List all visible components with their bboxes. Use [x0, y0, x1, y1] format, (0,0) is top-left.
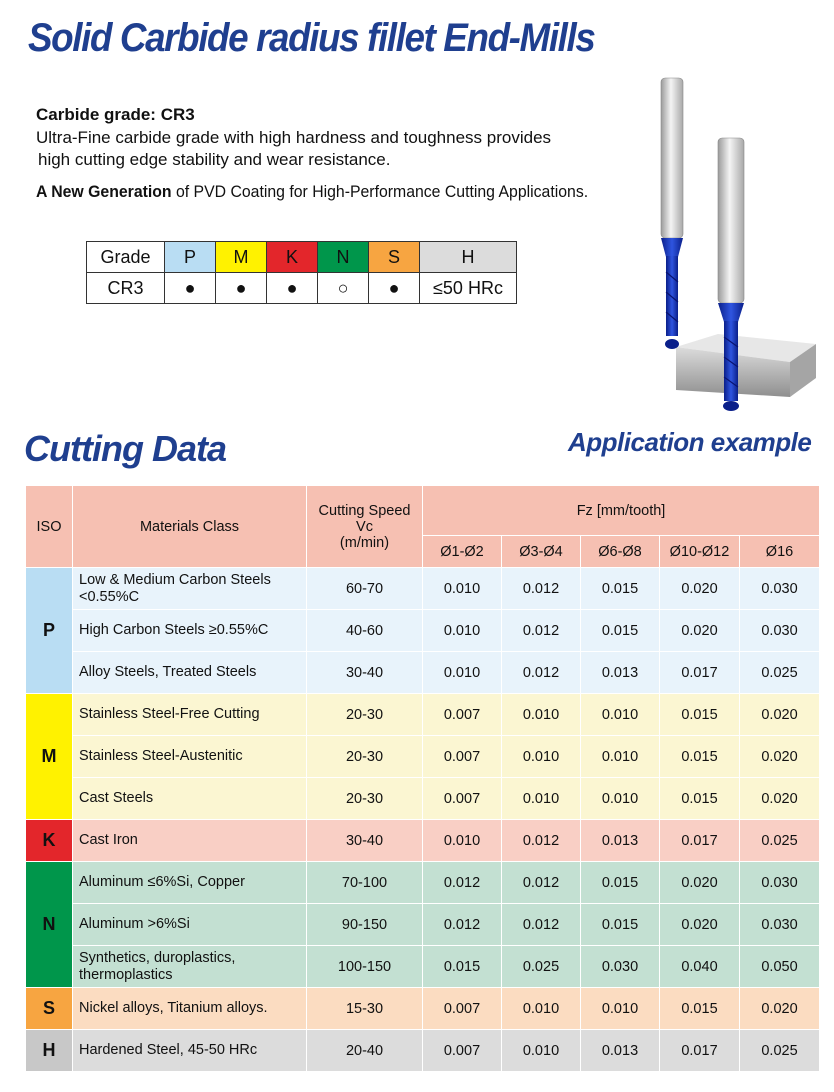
- table-row: [26, 904, 820, 946]
- table-row: [26, 988, 820, 1030]
- grade-col-s: S: [369, 242, 420, 273]
- table-row: [26, 652, 820, 694]
- fz-cell: 0.010: [581, 988, 660, 1030]
- material-cell: [73, 694, 307, 736]
- fz-cell: 0.025: [740, 652, 820, 694]
- fz-cell: 0.007: [423, 778, 502, 820]
- fz-cell: 0.013: [581, 820, 660, 862]
- material-cell: [73, 946, 307, 988]
- fz-cell: 0.010: [502, 694, 581, 736]
- fz-cell: 0.025: [740, 1030, 820, 1072]
- fz-cell: 0.030: [740, 862, 820, 904]
- cutting-table-body: [26, 568, 820, 1072]
- fz-cell: 0.010: [502, 778, 581, 820]
- material-line: Synthetics, duroplastics,: [79, 949, 236, 966]
- materials-header: Materials Class: [73, 486, 307, 568]
- material-line: High Carbon Steels ≥0.55%C: [79, 622, 269, 638]
- table-row: [26, 778, 820, 820]
- material-line: Aluminum >6%Si: [79, 916, 190, 932]
- fz-cell: 0.012: [502, 652, 581, 694]
- fz-cell: 0.012: [502, 568, 581, 610]
- material-line: thermoplastics: [79, 966, 173, 983]
- coating-statement: [36, 181, 588, 203]
- cutting-speed-cell: 20-40: [307, 1030, 423, 1072]
- application-example-label: Application example: [568, 427, 812, 457]
- grade-col-k: K: [267, 242, 318, 273]
- material-line: Stainless Steel-Free Cutting: [79, 706, 260, 722]
- iso-group-s: S: [26, 988, 73, 1030]
- page-title: Solid Carbide radius fillet End-Mills: [28, 16, 595, 60]
- fz-cell: 0.025: [740, 820, 820, 862]
- fz-cell: 0.020: [660, 862, 740, 904]
- intro-block: [36, 104, 630, 203]
- fz-cell: 0.017: [660, 820, 740, 862]
- table-row: [26, 1030, 820, 1072]
- grade-header-label: Grade: [87, 242, 165, 273]
- fz-cell: 0.015: [660, 694, 740, 736]
- iso-group-k: K: [26, 820, 73, 862]
- material-line: Aluminum ≤6%Si, Copper: [79, 874, 245, 890]
- fz-cell: 0.007: [423, 736, 502, 778]
- description-line-2: high cutting edge stability and wear resistance.: [38, 150, 391, 169]
- material-line: Alloy Steels, Treated Steels: [79, 664, 257, 680]
- fz-cell: 0.015: [581, 862, 660, 904]
- cutting-speed-header-line3: (m/min): [339, 534, 390, 551]
- fz-cell: 0.012: [502, 862, 581, 904]
- material-line: Nickel alloys, Titanium alloys.: [79, 1000, 268, 1016]
- fz-cell: 0.010: [502, 988, 581, 1030]
- fz-cell: 0.010: [423, 652, 502, 694]
- diameter-header: Ø16: [740, 536, 820, 568]
- material-line: Cast Iron: [79, 832, 138, 848]
- fz-cell: 0.020: [740, 988, 820, 1030]
- cutting-data-title: Cutting Data: [24, 428, 226, 469]
- table-row: [26, 862, 820, 904]
- cutting-speed-cell: 70-100: [307, 862, 423, 904]
- fz-cell: 0.015: [660, 778, 740, 820]
- fz-cell: 0.012: [502, 610, 581, 652]
- fz-cell: 0.017: [660, 652, 740, 694]
- grade-col-h: H: [420, 242, 517, 273]
- cutting-speed-cell: 30-40: [307, 652, 423, 694]
- table-row: [26, 736, 820, 778]
- fz-cell: 0.025: [502, 946, 581, 988]
- iso-group-n: N: [26, 862, 73, 988]
- end-mill-illustration: [648, 72, 818, 417]
- material-cell: [73, 904, 307, 946]
- material-cell: [73, 988, 307, 1030]
- fz-cell: 0.010: [423, 610, 502, 652]
- fz-cell: 0.010: [581, 694, 660, 736]
- fz-cell: 0.015: [660, 736, 740, 778]
- material-line: <0.55%C: [79, 588, 140, 605]
- end-mill-left: [661, 78, 683, 349]
- fz-cell: 0.015: [423, 946, 502, 988]
- grade-mark-k: ●: [267, 273, 318, 304]
- fz-cell: 0.030: [740, 610, 820, 652]
- fz-cell: 0.015: [581, 568, 660, 610]
- grade-mark-n: ○: [318, 273, 369, 304]
- cutting-speed-cell: 15-30: [307, 988, 423, 1030]
- fz-cell: 0.010: [423, 568, 502, 610]
- cutting-speed-header-line1: Cutting Speed: [318, 502, 411, 519]
- diameter-header: Ø3-Ø4: [502, 536, 581, 568]
- material-cell: [73, 568, 307, 610]
- grade-col-n: N: [318, 242, 369, 273]
- description-line-1: Ultra-Fine carbide grade with high hardness and toughness provides: [36, 128, 552, 147]
- material-cell: [73, 862, 307, 904]
- diameter-header: Ø6-Ø8: [581, 536, 660, 568]
- material-line: Hardened Steel, 45-50 HRc: [79, 1042, 258, 1058]
- fz-cell: 0.015: [660, 988, 740, 1030]
- grade-mark-s: ●: [369, 273, 420, 304]
- fz-cell: 0.020: [740, 736, 820, 778]
- fz-cell: 0.017: [660, 1030, 740, 1072]
- material-cell: [73, 736, 307, 778]
- fz-cell: 0.050: [740, 946, 820, 988]
- material-line: Cast Steels: [79, 790, 154, 806]
- fz-cell: 0.020: [660, 904, 740, 946]
- workpiece-block: [676, 334, 816, 397]
- cutting-speed-cell: 60-70: [307, 568, 423, 610]
- table-row: [26, 610, 820, 652]
- material-line: Stainless Steel-Austenitic: [79, 748, 243, 764]
- fz-cell: 0.015: [581, 610, 660, 652]
- cutting-speed-cell: 40-60: [307, 610, 423, 652]
- grade-mark-p: ●: [165, 273, 216, 304]
- grade-table: [86, 241, 517, 304]
- diameter-header: Ø10-Ø12: [660, 536, 740, 568]
- fz-cell: 0.020: [740, 778, 820, 820]
- grade-mark-m: ●: [216, 273, 267, 304]
- carbide-grade-heading: Carbide grade: CR3: [36, 105, 195, 124]
- fz-cell: 0.010: [581, 778, 660, 820]
- cutting-speed-cell: 20-30: [307, 736, 423, 778]
- coating-statement-bold: A New Generation: [36, 182, 172, 201]
- material-cell: [73, 652, 307, 694]
- cutting-speed-cell: 20-30: [307, 778, 423, 820]
- fz-cell: 0.040: [660, 946, 740, 988]
- fz-cell: 0.020: [660, 568, 740, 610]
- fz-cell: 0.020: [660, 610, 740, 652]
- fz-cell: 0.030: [581, 946, 660, 988]
- fz-cell: 0.030: [740, 568, 820, 610]
- cutting-speed-cell: 90-150: [307, 904, 423, 946]
- material-cell: [73, 778, 307, 820]
- fz-cell: 0.010: [502, 736, 581, 778]
- grade-row-label: CR3: [87, 273, 165, 304]
- fz-header: Fz [mm/tooth]: [423, 486, 820, 536]
- fz-cell: 0.007: [423, 988, 502, 1030]
- fz-cell: 0.013: [581, 1030, 660, 1072]
- fz-cell: 0.010: [423, 820, 502, 862]
- iso-group-h: H: [26, 1030, 73, 1072]
- cutting-speed-cell: 20-30: [307, 694, 423, 736]
- material-cell: [73, 1030, 307, 1072]
- material-cell: [73, 610, 307, 652]
- fz-cell: 0.030: [740, 904, 820, 946]
- iso-header: ISO: [26, 486, 73, 568]
- grade-table-header-row: [87, 242, 517, 273]
- cutting-speed-cell: 30-40: [307, 820, 423, 862]
- table-row: [26, 946, 820, 988]
- fz-cell: 0.012: [423, 862, 502, 904]
- fz-cell: 0.012: [423, 904, 502, 946]
- material-cell: [73, 820, 307, 862]
- fz-cell: 0.015: [581, 904, 660, 946]
- grade-mark-h: ≤50 HRc: [420, 273, 517, 304]
- grade-col-p: P: [165, 242, 216, 273]
- table-row: [26, 568, 820, 610]
- cutting-speed-header-line2: Vc: [356, 518, 373, 535]
- table-row: [26, 820, 820, 862]
- cutting-table-header-row: [26, 486, 820, 536]
- grade-col-m: M: [216, 242, 267, 273]
- fz-cell: 0.007: [423, 1030, 502, 1072]
- material-line: Low & Medium Carbon Steels: [79, 571, 271, 588]
- cutting-speed-header: [307, 486, 423, 568]
- cutting-data-table: [25, 485, 820, 1072]
- cutting-speed-cell: 100-150: [307, 946, 423, 988]
- fz-cell: 0.010: [502, 1030, 581, 1072]
- table-row: [26, 694, 820, 736]
- grade-table-cr3-row: [87, 273, 517, 304]
- fz-cell: 0.013: [581, 652, 660, 694]
- fz-cell: 0.012: [502, 820, 581, 862]
- coating-statement-rest: of PVD Coating for High-Performance Cutting Applications.: [171, 182, 589, 201]
- fz-cell: 0.020: [740, 694, 820, 736]
- iso-group-p: P: [26, 568, 73, 694]
- fz-cell: 0.012: [502, 904, 581, 946]
- diameter-header: Ø1-Ø2: [423, 536, 502, 568]
- iso-group-m: M: [26, 694, 73, 820]
- fz-cell: 0.007: [423, 694, 502, 736]
- fz-cell: 0.010: [581, 736, 660, 778]
